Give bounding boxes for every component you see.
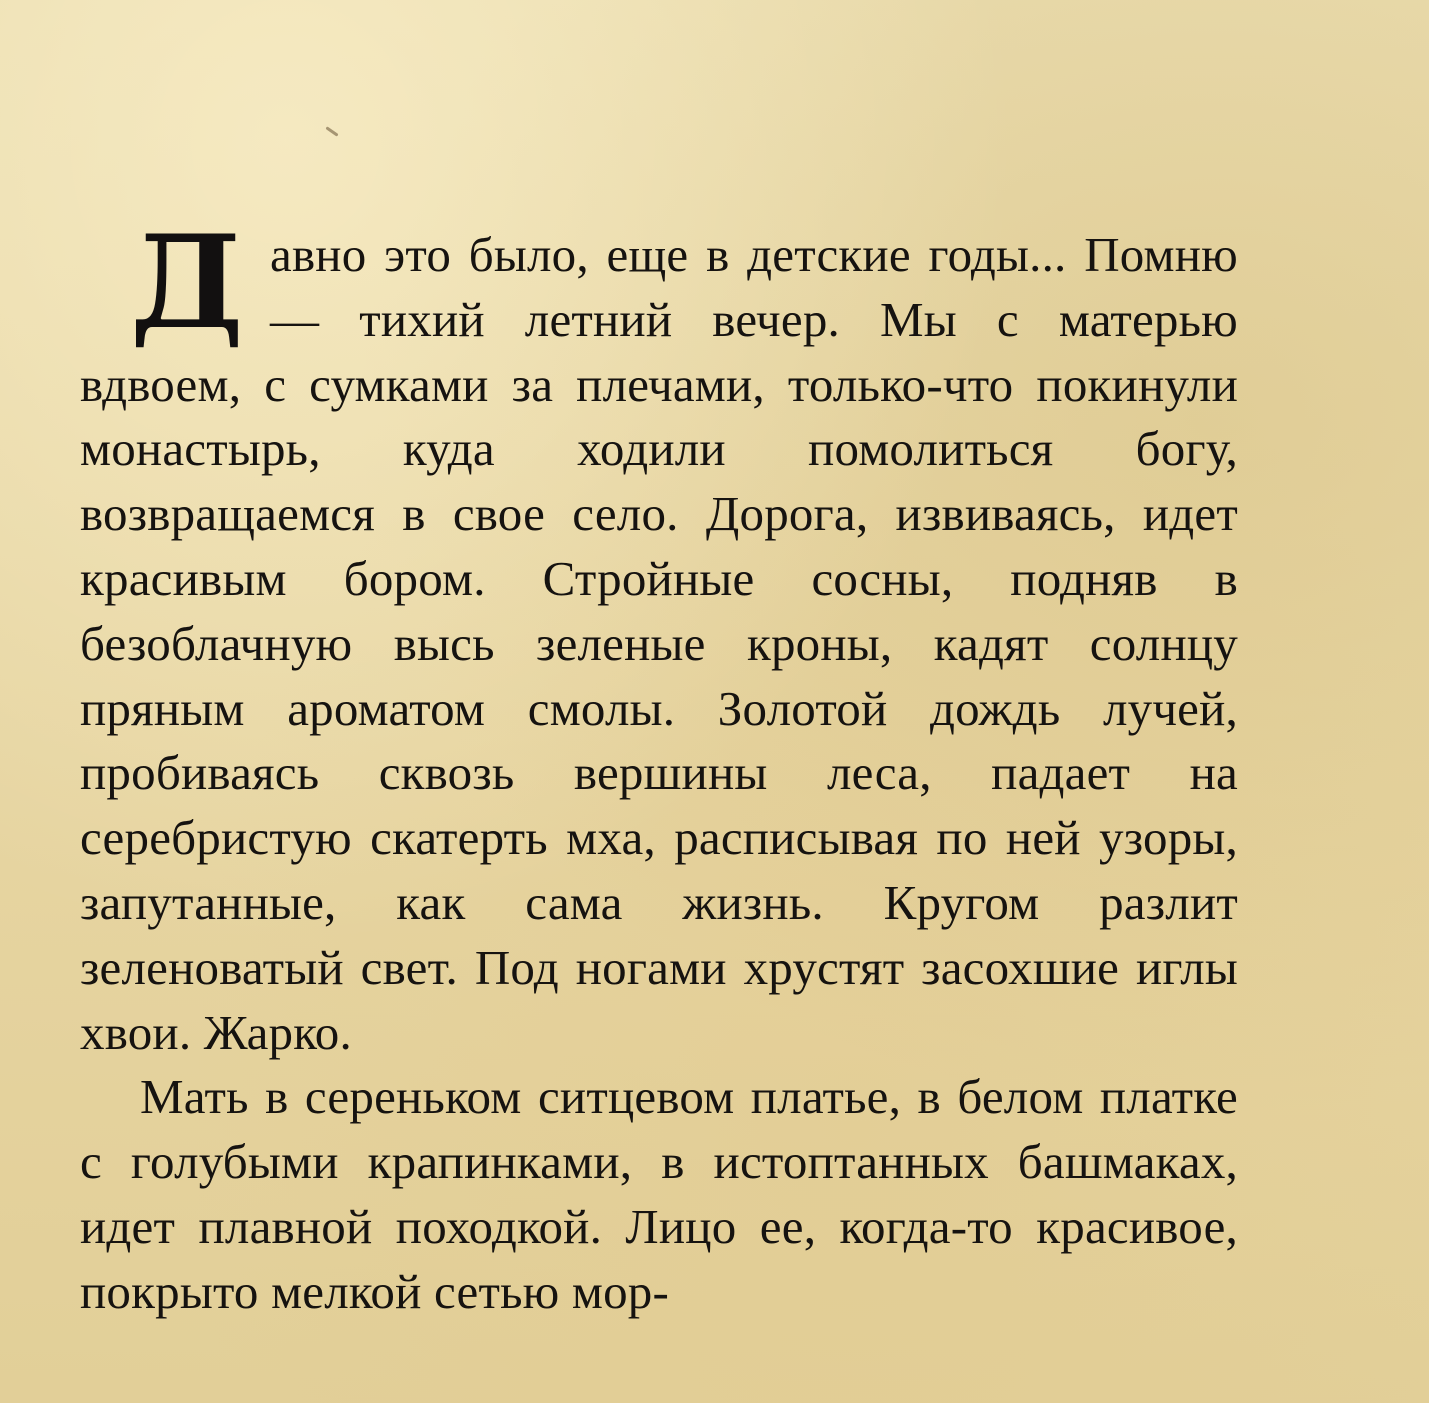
paragraph-1 bbox=[80, 208, 1238, 1065]
body-text bbox=[80, 208, 1238, 1325]
drop-cap: Д bbox=[130, 208, 245, 358]
paragraph-2-text: Мать в сереньком ситцевом платье, в белом платке с голубыми крапинками, в истоптанных башмаках, идет плавной походкой. Лицо ее, когда-то красивое, покрыто мелкой сетью мор- bbox=[80, 1069, 1238, 1319]
ink-speck bbox=[325, 126, 338, 136]
paragraph-1-text: авно это было, еще в детские годы... Помню — тихий летний вечер. Мы с матерью вдвоем, с сумками за плечами, только-что покинули монастырь, куда ходили помолиться богу, возвращаемся в свое село. Дорога, извиваясь, идет красивым бором. Стройные сосны, подняв в безоблачную высь зеленые кроны, кадят солнцу пряным ароматом смолы. Золотой дождь лучей, пробиваясь сквозь вершины леса, падает на серебристую скатерть мха, расписывая по ней узоры, запутанные, как сама жизнь. Кругом разлит зеленоватый свет. Под ногами хрустят засохшие иглы хвои. Жарко. bbox=[80, 227, 1238, 1060]
paragraph-2 bbox=[80, 1065, 1238, 1324]
